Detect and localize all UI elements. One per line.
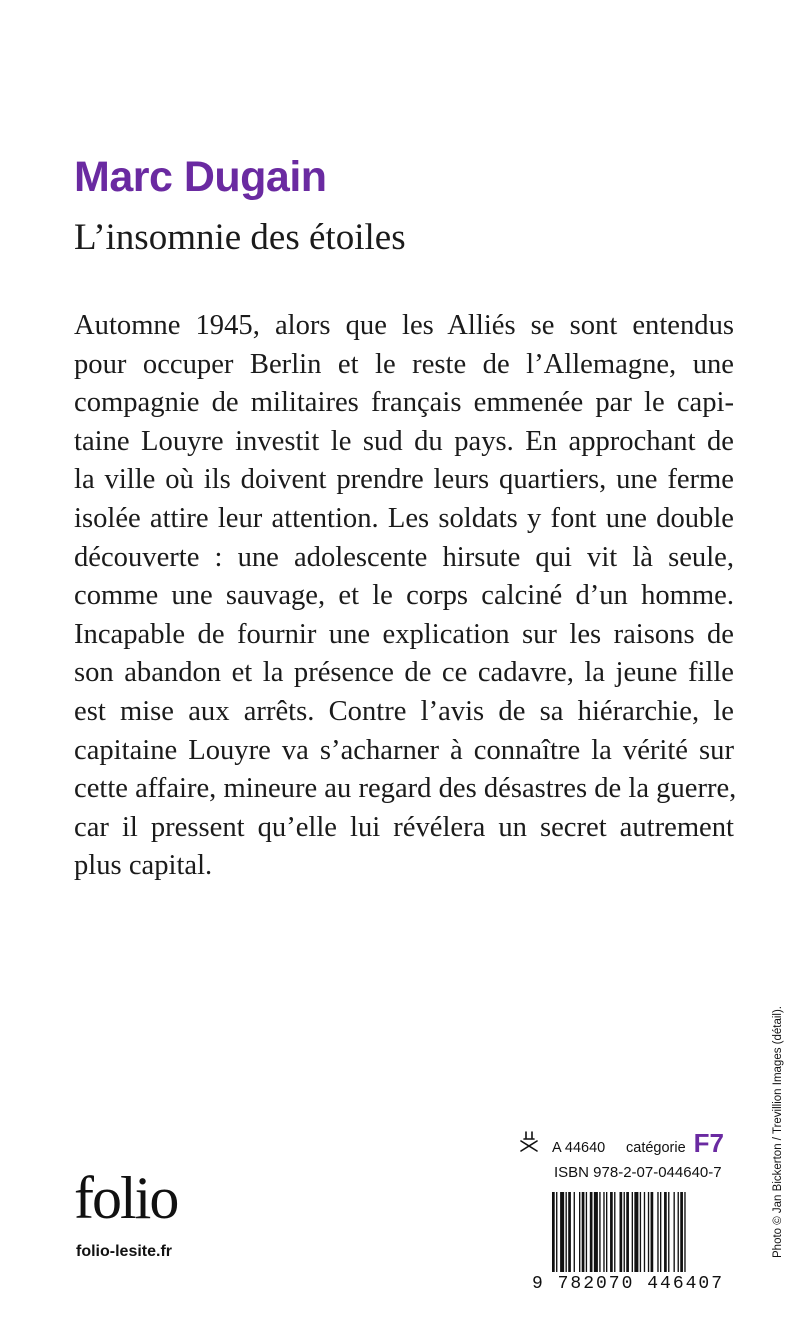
- barcode-bar: [603, 1192, 604, 1272]
- blurb-line: découverte : une adolescente hirsute qui vit là seule,: [74, 541, 734, 573]
- blurb-line: car il pressent qu’elle lui révélera un secret autrement: [74, 811, 734, 843]
- barcode-bar: [634, 1192, 638, 1272]
- author-name: Marc Dugain: [74, 153, 327, 201]
- barcode-bar: [657, 1192, 658, 1272]
- barcode-bar: [610, 1192, 613, 1272]
- barcode-bar: [556, 1192, 557, 1272]
- barcode-bar: [651, 1192, 654, 1272]
- barcode-area: [518, 1192, 740, 1296]
- publisher-site[interactable]: folio-lesite.fr: [76, 1243, 173, 1260]
- barcode-bar: [594, 1192, 598, 1272]
- barcode-bar: [590, 1192, 593, 1272]
- reference-number: A 44640: [552, 1140, 606, 1156]
- blurb-line: capitaine Louyre va s’acharner à connaître la vérité sur: [74, 734, 734, 766]
- barcode-bar: [684, 1192, 685, 1272]
- blurb-line: pour occuper Berlin et le reste de l’Allemagne, une: [74, 348, 734, 380]
- barcode: [552, 1192, 740, 1272]
- barcode-bar: [620, 1192, 623, 1272]
- barcode-bar: [568, 1192, 571, 1272]
- category-value: F7: [693, 1128, 724, 1158]
- barcode-bar: [664, 1192, 667, 1272]
- category-label: catégorie: [626, 1140, 686, 1156]
- blurb-line: taine Louyre investit le sud du pays. En approchant de: [74, 425, 734, 457]
- blurb-line: la ville où ils doivent prendre leurs quartiers, une ferme: [74, 464, 734, 496]
- photo-credit: Photo © Jan Bickerton / Trevillion Images (détail).: [772, 1005, 784, 1258]
- blurb-line: isolée attire leur attention. Les soldats y font une double: [74, 502, 734, 534]
- barcode-bar: [582, 1192, 585, 1272]
- barcode-digits: 9 782070 446407: [532, 1274, 725, 1294]
- barcode-bar: [678, 1192, 679, 1272]
- barcode-bar: [632, 1192, 633, 1272]
- publisher-logo: folio: [74, 1165, 178, 1231]
- blurb-line: cette affaire, mineure au regard des désastres de la guerre,: [74, 773, 737, 805]
- barcode-bar: [626, 1192, 629, 1272]
- barcode-bar: [624, 1192, 625, 1272]
- barcode-bar: [660, 1192, 661, 1272]
- barcode-bar: [579, 1192, 580, 1272]
- blurb-line: comme une sauvage, et le corps calciné d’un homme.: [74, 580, 734, 612]
- barcode-bar: [586, 1192, 587, 1272]
- barcode-bar: [668, 1192, 669, 1272]
- blurb-line: son abandon et la présence de ce cadavre, la jeune fille: [74, 657, 734, 689]
- blurb-line: est mise aux arrêts. Contre l’avis de sa hiérarchie, le: [74, 695, 734, 727]
- blurb-line: compagnie de militaires français emmenée par le capi-: [74, 387, 734, 419]
- isbn: ISBN 978-2-07-044640-7: [554, 1164, 722, 1181]
- blurb-line: plus capital.: [74, 850, 213, 882]
- barcode-bar: [674, 1192, 675, 1272]
- barcode-bar: [552, 1192, 555, 1272]
- barcode-bar: [644, 1192, 645, 1272]
- barcode-bar: [574, 1192, 575, 1272]
- barcode-bar: [648, 1192, 649, 1272]
- barcode-bar: [680, 1192, 683, 1272]
- barcode-bar: [640, 1192, 641, 1272]
- blurb: [74, 307, 737, 886]
- publisher-mark-icon: [518, 1130, 540, 1152]
- book-title: L’insomnie des étoiles: [74, 217, 406, 258]
- codes-block: [518, 1130, 740, 1296]
- barcode-bar: [606, 1192, 607, 1272]
- reference-row: [518, 1130, 740, 1160]
- blurb-line: Automne 1945, alors que les Alliés se sont entendus: [74, 310, 734, 341]
- barcode-bar: [560, 1192, 564, 1272]
- barcode-bar: [566, 1192, 567, 1272]
- blurb-line: Incapable de fournir une explication sur les raisons de: [74, 618, 734, 650]
- barcode-bar: [599, 1192, 600, 1272]
- barcode-bar: [614, 1192, 615, 1272]
